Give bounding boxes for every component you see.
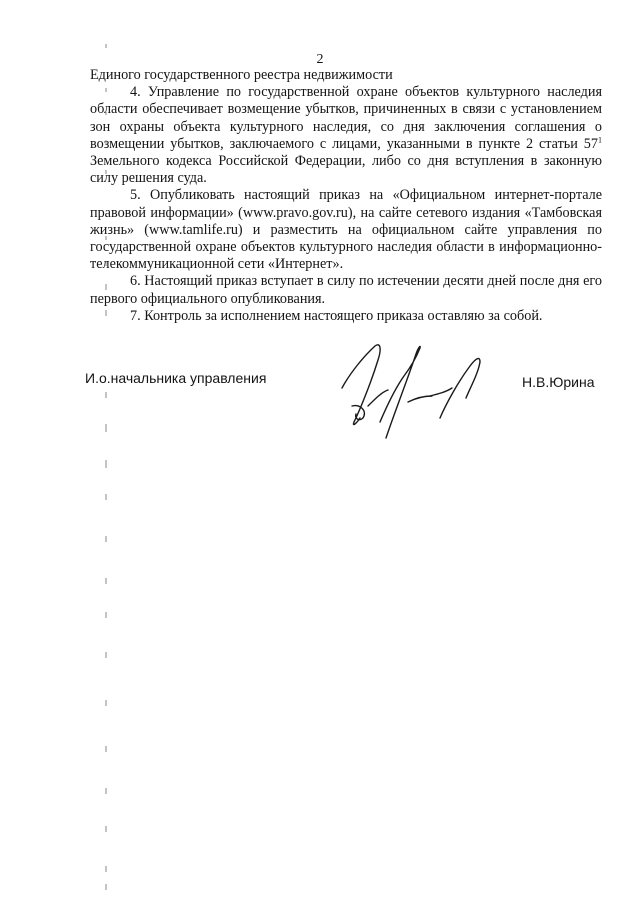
document-body (90, 67, 602, 325)
signer-title: И.о.начальника управления (85, 370, 267, 386)
paragraph-7: 7. Контроль за исполнением настоящего приказа оставляю за собой. (130, 307, 543, 324)
page-number: 2 (316, 52, 324, 67)
signer-name: Н.В.Юрина (522, 374, 595, 390)
paragraph-continuation: Единого государственного реестра недвижимости (90, 67, 393, 83)
paragraph-4-text: 4. Управление по государственной охране объектов культурного наследия области обеспечивает возмещение убытков, причиненных в связи с установлением зон охраны объекта культурного наследия, со дня заключения соглашения о возмещении убытков, заключаемого с лицами, указанными в пункте 2 статьи 57 (90, 84, 602, 152)
paragraph-4-tail: Земельного кодекса Российской Федерации, либо со дня вступления в законную силу решения суда. (90, 153, 602, 187)
paragraph-4 (90, 84, 602, 187)
paragraph-5: 5. Опубликовать настоящий приказ на «Официальном интернет-портале правовой информации» (www.pravo.gov.ru), на сайте сетевого издания «Тамбовская жизнь» (www.tamlife.ru) и разместить на официальном сайте управления по государственной охране объектов культурного наследия области в информационно-телекоммуникационной сети «Интернет». (90, 187, 602, 273)
handwritten-signature (320, 318, 490, 453)
paragraph-6: 6. Настоящий приказ вступает в силу по истечении десяти дней после дня его первого официального опубликования. (90, 273, 602, 307)
article-superscript: 1 (598, 135, 602, 145)
